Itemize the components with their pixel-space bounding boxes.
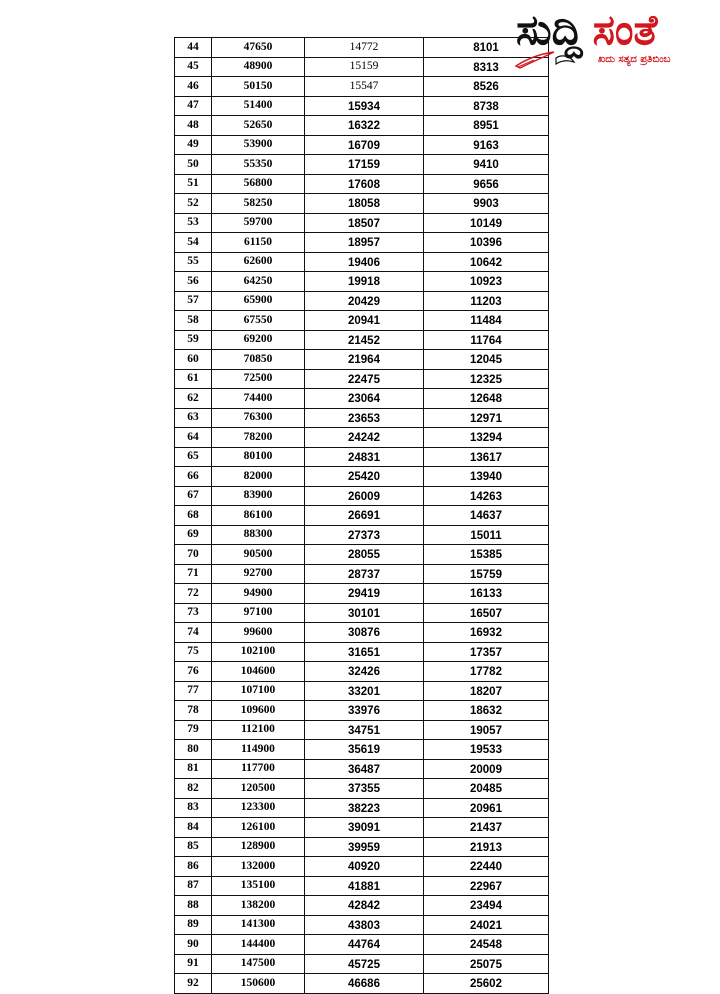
table-row	[175, 213, 549, 233]
hra-cell: 18207	[424, 681, 549, 701]
table-row	[175, 389, 549, 409]
table-row	[175, 428, 549, 448]
hra-cell: 22440	[424, 857, 549, 877]
table-row	[175, 896, 549, 916]
hra-cell: 21913	[424, 837, 549, 857]
stage-cell: 89	[175, 915, 212, 935]
stage-cell: 92	[175, 974, 212, 994]
basic-pay-cell: 117700	[212, 759, 305, 779]
stage-cell: 54	[175, 233, 212, 253]
stage-cell: 79	[175, 720, 212, 740]
da-cell: 15934	[305, 96, 424, 116]
hra-cell: 15385	[424, 545, 549, 565]
hra-cell: 12325	[424, 369, 549, 389]
hra-cell: 10923	[424, 272, 549, 292]
da-cell: 39959	[305, 837, 424, 857]
stage-cell: 76	[175, 662, 212, 682]
table-row	[175, 311, 549, 331]
basic-pay-cell: 147500	[212, 954, 305, 974]
stage-cell: 48	[175, 116, 212, 136]
da-cell: 30876	[305, 623, 424, 643]
table-row	[175, 876, 549, 896]
da-cell: 16709	[305, 135, 424, 155]
basic-pay-cell: 56800	[212, 174, 305, 194]
stage-cell: 63	[175, 408, 212, 428]
da-cell: 29419	[305, 584, 424, 604]
da-cell: 33976	[305, 701, 424, 721]
basic-pay-cell: 53900	[212, 135, 305, 155]
hra-cell: 11484	[424, 311, 549, 331]
stage-cell: 50	[175, 155, 212, 175]
da-cell: 24831	[305, 447, 424, 467]
stage-cell: 66	[175, 467, 212, 487]
stage-cell: 87	[175, 876, 212, 896]
da-cell: 15547	[305, 77, 424, 97]
da-cell: 23653	[305, 408, 424, 428]
basic-pay-cell: 102100	[212, 642, 305, 662]
table-row	[175, 116, 549, 136]
stage-cell: 73	[175, 603, 212, 623]
table-row	[175, 837, 549, 857]
stage-cell: 91	[175, 954, 212, 974]
basic-pay-cell: 55350	[212, 155, 305, 175]
table-row	[175, 252, 549, 272]
hra-cell: 8313	[424, 57, 549, 77]
table-row	[175, 330, 549, 350]
stage-cell: 64	[175, 428, 212, 448]
table-row	[175, 701, 549, 721]
table-row	[175, 506, 549, 526]
hra-cell: 15759	[424, 564, 549, 584]
da-cell: 26009	[305, 486, 424, 506]
stage-cell: 51	[175, 174, 212, 194]
hra-cell: 9656	[424, 174, 549, 194]
da-cell: 37355	[305, 779, 424, 799]
basic-pay-cell: 61150	[212, 233, 305, 253]
basic-pay-cell: 70850	[212, 350, 305, 370]
hra-cell: 22967	[424, 876, 549, 896]
table-row	[175, 77, 549, 97]
stage-cell: 44	[175, 38, 212, 58]
da-cell: 14772	[305, 38, 424, 58]
da-cell: 18058	[305, 194, 424, 214]
hra-cell: 9163	[424, 135, 549, 155]
stage-cell: 59	[175, 330, 212, 350]
hra-cell: 19533	[424, 740, 549, 760]
stage-cell: 58	[175, 311, 212, 331]
hra-cell: 16507	[424, 603, 549, 623]
table-row	[175, 818, 549, 838]
table-row	[175, 96, 549, 116]
table-row	[175, 155, 549, 175]
da-cell: 28737	[305, 564, 424, 584]
basic-pay-cell: 120500	[212, 779, 305, 799]
da-cell: 39091	[305, 818, 424, 838]
table-row	[175, 974, 549, 994]
basic-pay-cell: 67550	[212, 311, 305, 331]
da-cell: 34751	[305, 720, 424, 740]
stage-cell: 65	[175, 447, 212, 467]
table-row	[175, 584, 549, 604]
stage-cell: 67	[175, 486, 212, 506]
hra-cell: 13940	[424, 467, 549, 487]
hra-cell: 10396	[424, 233, 549, 253]
hra-cell: 8526	[424, 77, 549, 97]
basic-pay-cell: 92700	[212, 564, 305, 584]
basic-pay-cell: 62600	[212, 252, 305, 272]
da-cell: 46686	[305, 974, 424, 994]
table-row	[175, 486, 549, 506]
basic-pay-cell: 123300	[212, 798, 305, 818]
stage-cell: 55	[175, 252, 212, 272]
stage-cell: 47	[175, 96, 212, 116]
hra-cell: 20485	[424, 779, 549, 799]
basic-pay-cell: 104600	[212, 662, 305, 682]
da-cell: 45725	[305, 954, 424, 974]
da-cell: 21452	[305, 330, 424, 350]
da-cell: 44764	[305, 935, 424, 955]
stage-cell: 75	[175, 642, 212, 662]
stage-cell: 72	[175, 584, 212, 604]
stage-cell: 82	[175, 779, 212, 799]
hra-cell: 12045	[424, 350, 549, 370]
da-cell: 42842	[305, 896, 424, 916]
basic-pay-cell: 90500	[212, 545, 305, 565]
table-row	[175, 779, 549, 799]
table-row	[175, 857, 549, 877]
hra-cell: 24548	[424, 935, 549, 955]
basic-pay-cell: 126100	[212, 818, 305, 838]
table-row	[175, 135, 549, 155]
hra-cell: 11203	[424, 291, 549, 311]
da-cell: 31651	[305, 642, 424, 662]
da-cell: 43803	[305, 915, 424, 935]
basic-pay-cell: 64250	[212, 272, 305, 292]
table-row	[175, 545, 549, 565]
basic-pay-cell: 51400	[212, 96, 305, 116]
da-cell: 19918	[305, 272, 424, 292]
hra-cell: 24021	[424, 915, 549, 935]
basic-pay-cell: 83900	[212, 486, 305, 506]
table-row	[175, 408, 549, 428]
da-cell: 36487	[305, 759, 424, 779]
table-row	[175, 233, 549, 253]
table-row	[175, 759, 549, 779]
hra-cell: 20009	[424, 759, 549, 779]
basic-pay-cell: 86100	[212, 506, 305, 526]
stage-cell: 71	[175, 564, 212, 584]
table-row	[175, 564, 549, 584]
hra-cell: 23494	[424, 896, 549, 916]
stage-cell: 60	[175, 350, 212, 370]
stage-cell: 62	[175, 389, 212, 409]
da-cell: 20429	[305, 291, 424, 311]
stage-cell: 68	[175, 506, 212, 526]
logo-tagline: ಖದು ಸತ್ಯದ ಪ್ರತಿಬಿಂಬ	[598, 54, 671, 65]
basic-pay-cell: 128900	[212, 837, 305, 857]
basic-pay-cell: 112100	[212, 720, 305, 740]
table-row	[175, 174, 549, 194]
da-cell: 24242	[305, 428, 424, 448]
stage-cell: 61	[175, 369, 212, 389]
da-cell: 38223	[305, 798, 424, 818]
hra-cell: 13294	[424, 428, 549, 448]
table-row	[175, 525, 549, 545]
basic-pay-cell: 132000	[212, 857, 305, 877]
stage-cell: 45	[175, 57, 212, 77]
hra-cell: 17357	[424, 642, 549, 662]
basic-pay-cell: 69200	[212, 330, 305, 350]
hra-cell: 10642	[424, 252, 549, 272]
basic-pay-cell: 65900	[212, 291, 305, 311]
table-row	[175, 642, 549, 662]
basic-pay-cell: 150600	[212, 974, 305, 994]
hra-cell: 19057	[424, 720, 549, 740]
hra-cell: 25075	[424, 954, 549, 974]
basic-pay-cell: 107100	[212, 681, 305, 701]
stage-cell: 86	[175, 857, 212, 877]
stage-cell: 57	[175, 291, 212, 311]
da-cell: 16322	[305, 116, 424, 136]
basic-pay-cell: 50150	[212, 77, 305, 97]
stage-cell: 69	[175, 525, 212, 545]
da-cell: 19406	[305, 252, 424, 272]
da-cell: 22475	[305, 369, 424, 389]
da-cell: 17159	[305, 155, 424, 175]
basic-pay-cell: 141300	[212, 915, 305, 935]
stage-cell: 70	[175, 545, 212, 565]
table-row	[175, 720, 549, 740]
da-cell: 20941	[305, 311, 424, 331]
hra-cell: 14637	[424, 506, 549, 526]
da-cell: 21964	[305, 350, 424, 370]
table-row	[175, 38, 549, 58]
da-cell: 33201	[305, 681, 424, 701]
hra-cell: 9410	[424, 155, 549, 175]
basic-pay-cell: 48900	[212, 57, 305, 77]
table-row	[175, 623, 549, 643]
hra-cell: 17782	[424, 662, 549, 682]
hra-cell: 10149	[424, 213, 549, 233]
basic-pay-cell: 94900	[212, 584, 305, 604]
pay-scale-table-container	[174, 37, 548, 994]
pay-scale-table	[174, 37, 549, 994]
da-cell: 30101	[305, 603, 424, 623]
hra-cell: 13617	[424, 447, 549, 467]
da-cell: 18957	[305, 233, 424, 253]
hra-cell: 15011	[424, 525, 549, 545]
hra-cell: 12971	[424, 408, 549, 428]
logo-right-word: ಸಂತೆ	[592, 5, 658, 54]
stage-cell: 81	[175, 759, 212, 779]
da-cell: 15159	[305, 57, 424, 77]
stage-cell: 74	[175, 623, 212, 643]
da-cell: 32426	[305, 662, 424, 682]
stage-cell: 78	[175, 701, 212, 721]
stage-cell: 56	[175, 272, 212, 292]
hra-cell: 14263	[424, 486, 549, 506]
da-cell: 40920	[305, 857, 424, 877]
basic-pay-cell: 114900	[212, 740, 305, 760]
hra-cell: 16133	[424, 584, 549, 604]
stage-cell: 53	[175, 213, 212, 233]
da-cell: 28055	[305, 545, 424, 565]
hra-cell: 20961	[424, 798, 549, 818]
da-cell: 25420	[305, 467, 424, 487]
hra-cell: 8101	[424, 38, 549, 58]
quill-pen-icon	[514, 48, 584, 70]
da-cell: 27373	[305, 525, 424, 545]
table-row	[175, 350, 549, 370]
hra-cell: 8738	[424, 96, 549, 116]
da-cell: 23064	[305, 389, 424, 409]
hra-cell: 16932	[424, 623, 549, 643]
basic-pay-cell: 52650	[212, 116, 305, 136]
basic-pay-cell: 138200	[212, 896, 305, 916]
basic-pay-cell: 88300	[212, 525, 305, 545]
stage-cell: 88	[175, 896, 212, 916]
basic-pay-cell: 99600	[212, 623, 305, 643]
stage-cell: 90	[175, 935, 212, 955]
da-cell: 17608	[305, 174, 424, 194]
table-row	[175, 681, 549, 701]
table-row	[175, 291, 549, 311]
table-row	[175, 272, 549, 292]
stage-cell: 49	[175, 135, 212, 155]
table-row	[175, 447, 549, 467]
stage-cell: 80	[175, 740, 212, 760]
table-row	[175, 194, 549, 214]
table-row	[175, 603, 549, 623]
table-body	[175, 38, 549, 994]
table-row	[175, 798, 549, 818]
table-row	[175, 662, 549, 682]
stage-cell: 46	[175, 77, 212, 97]
hra-cell: 12648	[424, 389, 549, 409]
hra-cell: 21437	[424, 818, 549, 838]
table-row	[175, 369, 549, 389]
stage-cell: 52	[175, 194, 212, 214]
table-row	[175, 740, 549, 760]
da-cell: 26691	[305, 506, 424, 526]
hra-cell: 11764	[424, 330, 549, 350]
stage-cell: 85	[175, 837, 212, 857]
basic-pay-cell: 47650	[212, 38, 305, 58]
hra-cell: 9903	[424, 194, 549, 214]
sudhi-santhe-logo	[514, 5, 714, 70]
da-cell: 41881	[305, 876, 424, 896]
basic-pay-cell: 135100	[212, 876, 305, 896]
hra-cell: 8951	[424, 116, 549, 136]
basic-pay-cell: 58250	[212, 194, 305, 214]
table-row	[175, 935, 549, 955]
table-row	[175, 467, 549, 487]
basic-pay-cell: 109600	[212, 701, 305, 721]
stage-cell: 84	[175, 818, 212, 838]
basic-pay-cell: 76300	[212, 408, 305, 428]
da-cell: 18507	[305, 213, 424, 233]
basic-pay-cell: 144400	[212, 935, 305, 955]
basic-pay-cell: 74400	[212, 389, 305, 409]
da-cell: 35619	[305, 740, 424, 760]
table-row	[175, 57, 549, 77]
basic-pay-cell: 82000	[212, 467, 305, 487]
basic-pay-cell: 59700	[212, 213, 305, 233]
stage-cell: 83	[175, 798, 212, 818]
basic-pay-cell: 72500	[212, 369, 305, 389]
basic-pay-cell: 97100	[212, 603, 305, 623]
hra-cell: 25602	[424, 974, 549, 994]
logo-left-word: ಸುದ್ದಿ	[516, 5, 583, 54]
stage-cell: 77	[175, 681, 212, 701]
basic-pay-cell: 78200	[212, 428, 305, 448]
basic-pay-cell: 80100	[212, 447, 305, 467]
hra-cell: 18632	[424, 701, 549, 721]
table-row	[175, 954, 549, 974]
